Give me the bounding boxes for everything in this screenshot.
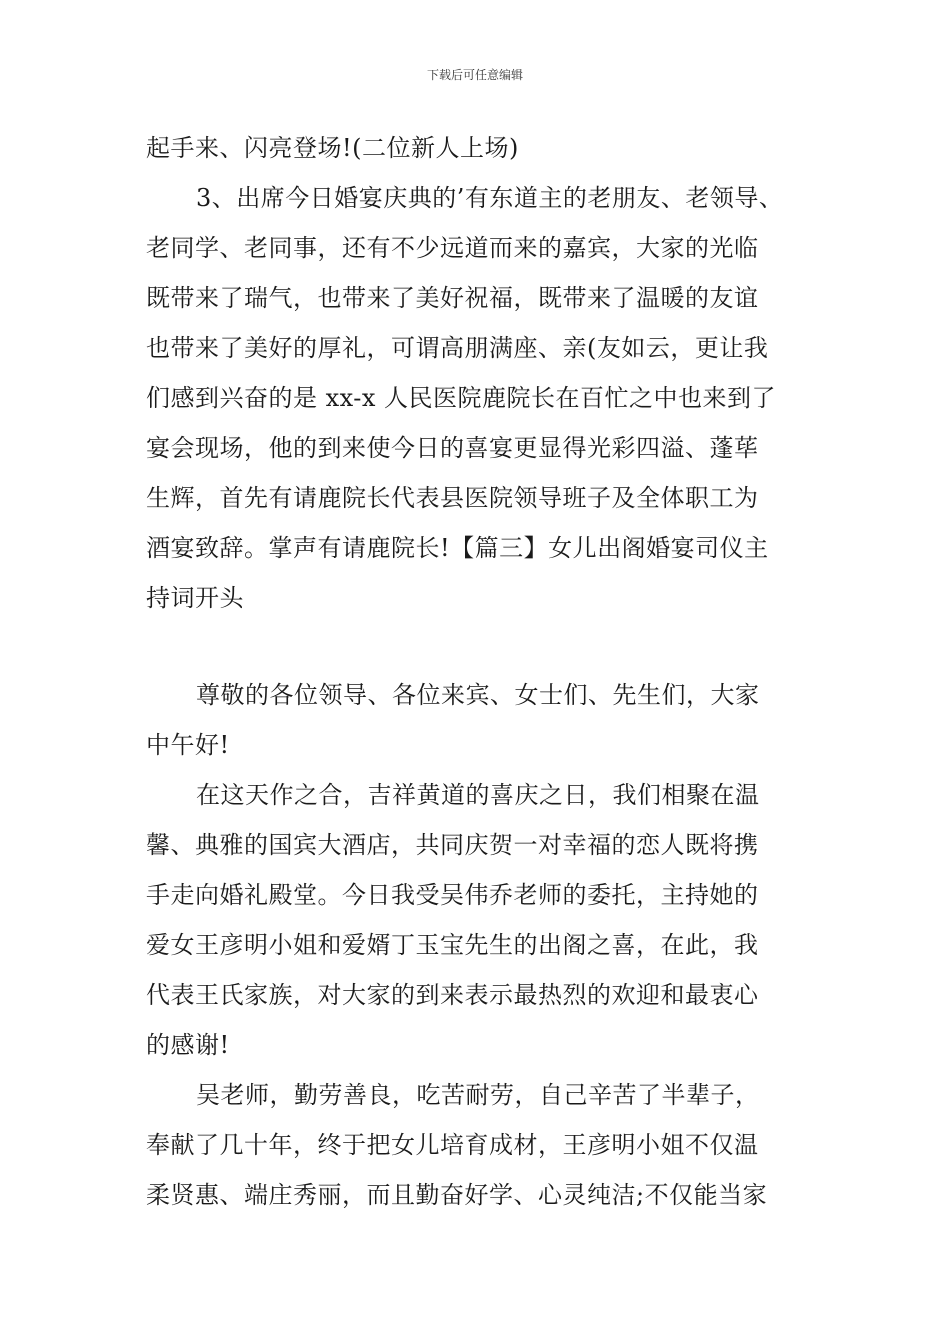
text-line: 生辉，首先有请鹿院长代表县医院领导班子及全体职工为	[146, 484, 759, 512]
text-line: 手走向婚礼殿堂。今日我受吴伟乔老师的委托，主持她的	[146, 881, 759, 909]
text-line: 柔贤惠、端庄秀丽，而且勤奋好学、心灵纯洁;不仅能当家	[146, 1181, 768, 1209]
text-line: 代表王氏家族，对大家的到来表示最热烈的欢迎和最衷心	[146, 981, 759, 1009]
text-line: 老同学、老同事，还有不少远道而来的嘉宾，大家的光临	[146, 234, 759, 262]
page-header-note: 下载后可任意编辑	[426, 68, 523, 82]
text-line: 既带来了瑞气，也带来了美好祝福，既带来了温暖的友谊	[146, 284, 759, 312]
text-line: 的感谢!	[146, 1031, 230, 1059]
text-line: 奉献了几十年，终于把女儿培育成材，王彦明小姐不仅温	[146, 1131, 759, 1159]
text-line: 也带来了美好的厚礼，可谓高朋满座、亲(友如云，更让我	[146, 334, 769, 362]
text-line: 馨、典雅的国宾大酒店，共同庆贺一对幸福的恋人既将携	[146, 831, 759, 859]
text-line: 爱女王彦明小姐和爱婿丁玉宝先生的出阁之喜，在此，我	[146, 931, 759, 959]
text-line: 持词开头	[146, 584, 244, 612]
text-line: 吴老师，勤劳善良，吃苦耐劳，自己辛苦了半辈子，	[196, 1081, 760, 1109]
text-line: 酒宴致辞。掌声有请鹿院长!【篇三】女儿出阁婚宴司仪主	[146, 534, 769, 562]
text-line: 在这天作之合，吉祥黄道的喜庆之日，我们相聚在温	[196, 781, 760, 809]
text-line: 中午好!	[146, 731, 230, 759]
text-line: 宴会现场，他的到来使今日的喜宴更显得光彩四溢、蓬荜	[146, 434, 759, 462]
text-line: 们感到兴奋的是 xx-x 人民医院鹿院长在百忙之中也来到了	[146, 384, 777, 412]
text-line: 3、出席今日婚宴庆典的’有东道主的老朋友、老领导、	[196, 184, 784, 212]
text-line: 尊敬的各位领导、各位来宾、女士们、先生们，大家	[196, 681, 760, 709]
text-line: 起手来、闪亮登场!(二位新人上场)	[146, 134, 519, 162]
